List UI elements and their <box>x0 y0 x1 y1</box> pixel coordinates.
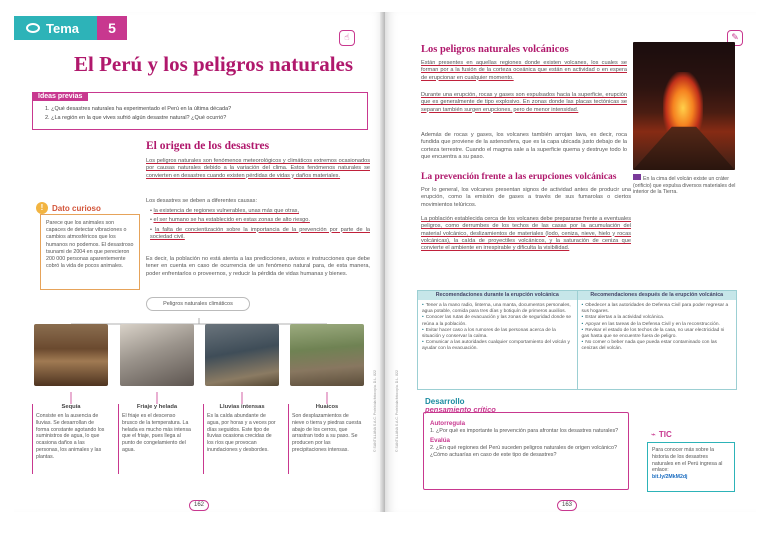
causas-list: • la existencia de regiones vulnerables, unas más que otras, • el ser humano se ha establecido en estas zonas de alto riesgo. • la falta de concientización sobre la importancia de la prevención por parte de la sociedad civil. <box>150 208 370 240</box>
heavy-rain-photo <box>205 324 279 386</box>
recom-during-list <box>418 300 577 390</box>
tema-tab <box>14 16 127 40</box>
recom-item: • No comer o beber nada que pueda estar contaminado con las cenizas del volcán. <box>582 340 733 352</box>
recom-after-list <box>577 300 737 390</box>
idea-item: 1. ¿Qué desastres naturales ha experimentado el Perú en la última década? <box>45 106 232 112</box>
hazard-card-title: Sequía <box>61 404 81 410</box>
desarrollo-heading: Desarrollo pensamiento crítico <box>425 397 496 414</box>
volcanes-paragraph-1: Están presentes en aquellas regiones donde existen volcanes, los cuales se forman por a la fusión de la corteza oceánica que están en actividad o en espera de erupcionar en cualquier momento. <box>421 60 627 81</box>
hand-pointer-icon[interactable]: ☝ <box>339 30 355 46</box>
tic-text: Para conocer más sobre la historia de los desastres naturales en el Perú ingresa al enlace: <box>652 447 723 474</box>
autorregula-label: Autorregula <box>430 420 466 427</box>
origen-heading: El origen de los desastres <box>146 140 270 152</box>
ideas-list <box>45 105 231 123</box>
hazard-card-lluvias <box>203 404 277 474</box>
tema-icon <box>26 23 40 33</box>
desarrollo-subheading: pensamiento crítico <box>425 405 496 414</box>
recom-item: • Tener a la mano radio, linterna, una manta, documentos personales, agua potable, comida para tres días y botiquín de primeros auxilios. <box>422 303 573 315</box>
volcano-photo <box>633 42 735 170</box>
tic-link[interactable]: bit.ly/2MkM2dj <box>652 474 688 481</box>
recom-item: • Estar alertas a la actividad volcánica. <box>582 315 733 321</box>
origen-paragraph-1: Los peligros naturales son fenómenos meteorológicos y climáticos extremos ocasionados por causas naturales debido a la variación del clima. Estos fenómenos naturales se convierten en desastres cuando existen pérdidas de vidas y daños materiales. <box>146 158 370 179</box>
frost-photo <box>120 324 194 386</box>
page-number-left: 162 <box>189 500 209 511</box>
lightbulb-icon: ! <box>36 202 48 214</box>
dato-curioso-box: Parece que los animales son capaces de detectar vibraciones o cambios atmosféricos que los humanos no podemos. El desastroso tsunami de 2004 en que perecieron 200 000 personas aparentemente cobró la vida de pocos animales. <box>40 214 140 290</box>
hazard-card-text: Son desplazamientos de nieve o tierra y piedras cuesta abajo de los cerros, que arrastran todo a su paso. Se producen por las precipitaciones intensas. <box>292 413 362 453</box>
ideas-previas-label: Ideas previas <box>32 92 88 101</box>
recommendations-table <box>417 290 737 390</box>
right-page <box>385 12 756 512</box>
bookmark-icon[interactable]: ✎ <box>727 30 743 46</box>
page-number-right: 163 <box>557 500 577 511</box>
recom-item: • Apoyar en las tareas de la Defensa Civil y en la reconstrucción. <box>582 322 733 328</box>
climate-hazards-label: Peligros naturales climáticos <box>146 297 250 311</box>
copyright-note: © SANTILLANA S.A.C. Prohibida fotocopia. D.L. 822 <box>395 370 399 452</box>
prevencion-heading: La prevención frente a las erupciones volcánicas <box>421 172 617 182</box>
recom-header-after: Recomendaciones después de la erupción volcánica <box>577 291 737 300</box>
causa-item: la existencia de regiones vulnerables, unas más que otras, <box>153 208 300 214</box>
hazard-card-sequia <box>32 404 106 474</box>
book-spread <box>14 12 756 512</box>
hazard-card-title: Friaje y helada <box>136 404 178 410</box>
dato-curioso-heading: ! Dato curioso <box>36 202 101 214</box>
causa-item: la falta de concientización sobre la importancia de la prevención por parte de la sociedad civil. <box>150 226 370 240</box>
recom-item: • Conocer las rutas de evacuación y las zonas de seguridad donde se reúna a la población. <box>422 315 573 327</box>
ideas-previas-box <box>32 92 368 130</box>
tema-number: 5 <box>97 16 127 40</box>
recom-item: • Obedecer a las autoridades de Defensa Civil para poder regresar a sus hogares. <box>582 303 733 315</box>
hazard-card-text: El friaje es el descenso brusco de la temperatura. La helada es mucho más intensa que el friaje, pues llega al punto de congelamiento del agua. <box>122 413 191 453</box>
evalua-label: Evalúa <box>430 436 450 444</box>
climate-hazards-diagram <box>22 296 377 496</box>
volcano-caption: En la cima del volcán existe un cráter (orificio) que expulsa diversos materiales del interior de la Tierra. <box>633 176 736 196</box>
idea-item: 2. ¿La región en la que vives sufrió algún desastre natural? ¿Qué ocurrió? <box>45 115 227 121</box>
causa-item: el ser humano se ha establecido en estas zonas de alto riesgo. <box>153 217 310 224</box>
hazard-card-huaicos <box>288 404 362 474</box>
volcanes-paragraph-2: Durante una erupción, rocas y gases son expulsados hacia la superficie, erupción que es generalmente de tipo explosivo. En zonas donde las placas tectónicas se separan también surgen erupciones, pero de menor intensidad. <box>421 92 627 113</box>
critical-thinking-box <box>423 412 629 490</box>
left-page <box>14 12 385 512</box>
hazard-card-text: Es la caída abundante de agua, por horas y a veces por días seguidos. Este tipo de lluvias ocasiona crecidas de los ríos que provocan inundaciones y desbordes. <box>207 413 276 453</box>
autorregula-question: 1. ¿Por qué es importante la prevención para afrontar los desastres naturales? <box>430 428 619 434</box>
page-title: El Perú y los peligros naturales <box>74 52 354 76</box>
hazard-card-title: Lluvias intensas <box>219 404 265 410</box>
mouse-icon: ⌁ <box>651 430 656 439</box>
recom-item: • Evitar hacer caso a los rumores de las personas acerca de la situación y conservar la calma. <box>422 328 573 340</box>
copyright-note: © SANTILLANA S.A.C. Prohibida fotocopia. D.L. 822 <box>373 370 377 452</box>
caption-marker-icon <box>633 174 641 180</box>
hazard-card-title: Huaicos <box>315 404 339 410</box>
evalua-question: 2. ¿En qué regiones del Perú suceden peligros naturales de origen volcánico? ¿Cómo actuarías en caso de este tipo de desastres? <box>430 444 617 458</box>
prevencion-paragraph-2: La población establecida cerca de los volcanes debe prepararse frente a eventuales peligros, como derrumbes de los techos de las casas por la acumulación del material volcánico, deslizamientos de materiales (lodo, ceniza, nieve, hielo y rocas volcánicas), la caída de proyectiles volcánicos, y la saturación de ceniza que convierte el ambiente en irrespirable y dificulta la visibilidad. <box>421 216 631 252</box>
tic-heading: ⌁ TIC <box>651 430 672 439</box>
tic-box <box>647 442 735 492</box>
recom-header-during: Recomendaciones durante la erupción volcánica <box>418 291 577 300</box>
origen-paragraph-2: Los desastres se deben a diferentes causas: <box>146 198 258 204</box>
tema-label: Tema <box>46 20 79 36</box>
hazard-card-text: Consiste en la ausencia de lluvias. Se desarrollan de forma constante agotando los suministros de agua, lo que ocasiona daños a las personas, los animales y las plantas. <box>36 413 105 460</box>
hazard-card-friaje <box>118 404 192 474</box>
prevencion-paragraph-1: Por lo general, los volcanes presentan signos de actividad antes de producir una erupción, como la emisión de gases a través de sus fumarolas o ciertos movimientos telúricos. <box>421 187 631 208</box>
volcanes-heading: Los peligros naturales volcánicos <box>421 44 569 55</box>
recom-item: • Comunicar a las autoridades cualquier comportamiento del volcán y ayudar con la evacuación. <box>422 340 573 352</box>
mudslide-photo <box>290 324 364 386</box>
recom-item: • Revisar el estado de los techos de la casa, no usar electricidad ni gas hasta que se encuentre fuera de peligro. <box>582 328 733 340</box>
volcanes-paragraph-3: Además de rocas y gases, los volcanes también arrojan lava, es decir, roca fundida que proviene de la astenosfera, que es la capa ubicada justo debajo de la corteza terrestre. Cuando el magma sale a la superficie quema y destruye todo lo que encuentra a su paso. <box>421 132 627 160</box>
drought-photo <box>34 324 108 386</box>
origen-paragraph-3: Es decir, la población no está atenta a las predicciones, avisos e instrucciones que debe tener en cuenta en caso de ocurrencia de un fenómeno natural para, de esta manera, poder enfrentarlos o proveernos, y reducir la pérdida de vidas humanas y bienes. <box>146 256 370 277</box>
